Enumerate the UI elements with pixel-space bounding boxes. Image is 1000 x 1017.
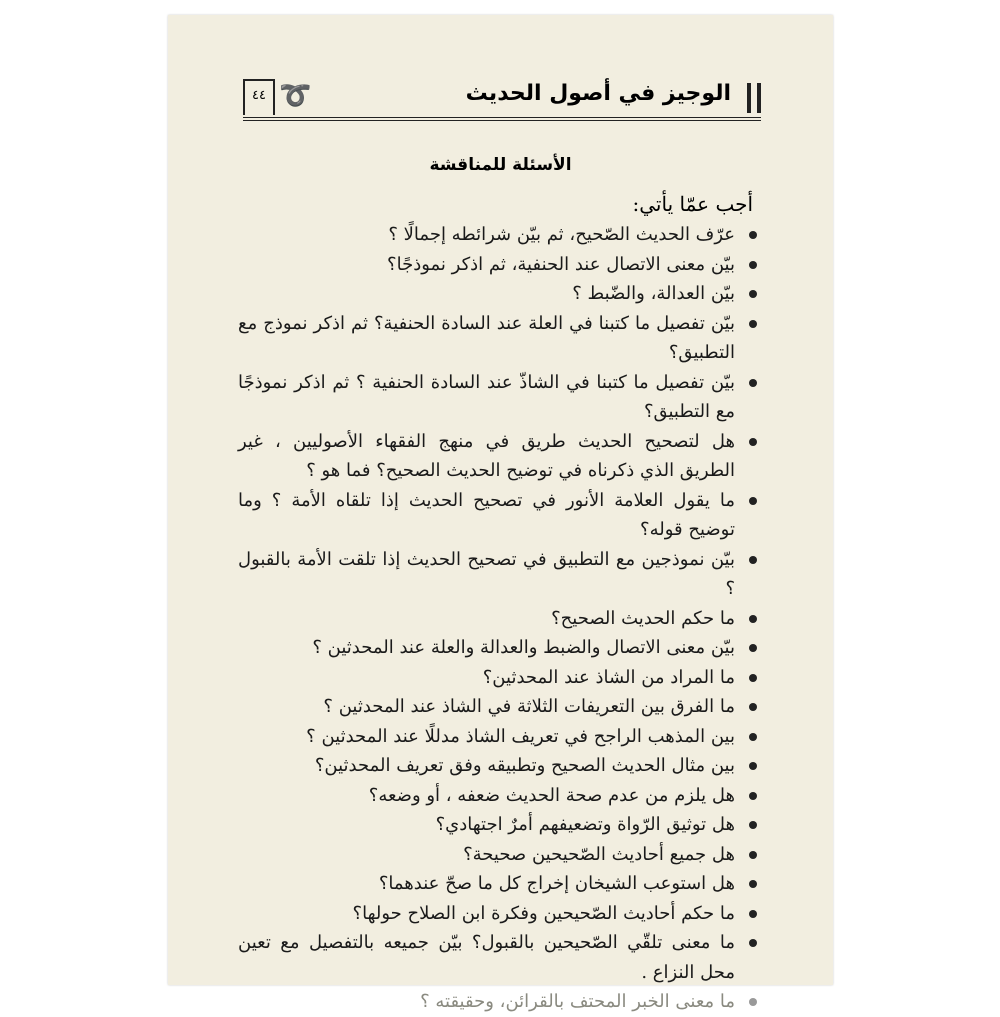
list-item — [238, 309, 761, 368]
question-text: ما يقول العلامة الأنور في تصحيح الحديث إذا تلقاه الأمة ؟ وما توضيح قوله؟ — [238, 489, 735, 540]
question-text: بيّن معنى الاتصال والضبط والعدالة والعلة عند المحدثين ؟ — [312, 637, 735, 658]
list-item — [238, 722, 761, 752]
bullet-icon — [749, 379, 757, 387]
list-item — [238, 869, 761, 899]
question-text: بين مثال الحديث الصحيح وتطبيقه وفق تعريف المحدثين؟ — [314, 755, 735, 776]
bullet-icon — [749, 880, 757, 888]
list-item — [238, 279, 761, 309]
list-item — [238, 633, 761, 663]
list-item — [238, 810, 761, 840]
page-number: ٤٤ — [243, 79, 275, 115]
question-text: هل استوعب الشيخان إخراج كل ما صحّ عندهما؟ — [378, 873, 735, 894]
running-header — [243, 77, 761, 121]
list-item — [238, 840, 761, 870]
bullet-icon — [749, 261, 757, 269]
question-text: ما الفرق بين التعريفات الثلاثة في الشاذ عند المحدثين ؟ — [323, 696, 735, 717]
intro-text: أجب عمّا يأتي: — [632, 192, 753, 216]
list-item — [238, 486, 761, 545]
question-text: بيّن معنى الاتصال عند الحنفية، ثم اذكر نموذجًا؟ — [387, 253, 735, 275]
bullet-icon — [749, 910, 757, 918]
list-item — [238, 987, 761, 1017]
bullet-icon — [749, 290, 757, 298]
list-item — [238, 899, 761, 929]
question-text: بيّن تفصيل ما كتبنا في الشاذّ عند السادة الحنفية ؟ ثم اذكر نموذجًا مع التطبيق؟ — [238, 371, 735, 422]
bullet-icon — [749, 231, 757, 239]
list-item — [238, 663, 761, 693]
questions-list — [238, 220, 761, 1017]
question-text: ما معنى الخبر المحتف بالقرائن، وحقيقته ؟ — [420, 991, 735, 1012]
question-text: ما حكم أحاديث الصّحيحين وفكرة ابن الصلاح حولها؟ — [352, 902, 735, 924]
list-item — [238, 368, 761, 427]
list-item — [238, 545, 761, 604]
question-text: هل توثيق الرّواة وتضعيفهم أمرٌ اجتهادي؟ — [435, 814, 735, 835]
ornament-icon: ➰ — [279, 81, 312, 111]
question-text: بين المذهب الراجح في تعريف الشاذ مدللًا عند المحدثين ؟ — [306, 725, 735, 747]
bullet-icon — [749, 644, 757, 652]
list-item — [238, 220, 761, 250]
question-text: ما معنى تلقّي الصّحيحين بالقبول؟ بيّن جميعه بالتفصيل مع تعين محل النزاع . — [238, 932, 735, 983]
bullet-icon — [749, 674, 757, 682]
question-text: بيّن العدالة، والضّبط ؟ — [572, 283, 735, 304]
bullet-icon — [749, 939, 757, 947]
question-text: بيّن نموذجين مع التطبيق في تصحيح الحديث إذا تلقت الأمة بالقبول ؟ — [238, 548, 735, 599]
header-bars — [747, 83, 761, 113]
bullet-icon — [749, 615, 757, 623]
question-text: هل يلزم من عدم صحة الحديث ضعفه ، أو وضعه؟ — [368, 784, 735, 806]
bullet-icon — [749, 733, 757, 741]
book-title: الوجيز في أصول الحديث — [465, 81, 731, 106]
question-text: عرّف الحديث الصّحيح، ثم بيّن شرائطه إجمالًا ؟ — [388, 224, 735, 245]
question-text: بيّن تفصيل ما كتبنا في العلة عند السادة الحنفية؟ ثم اذكر نموذج مع التطبيق؟ — [238, 312, 735, 363]
list-item — [238, 250, 761, 280]
bullet-icon — [749, 320, 757, 328]
bullet-icon — [749, 497, 757, 505]
question-text: ما المراد من الشاذ عند المحدثين؟ — [482, 666, 735, 688]
question-text: هل جميع أحاديث الصّحيحين صحيحة؟ — [463, 843, 735, 865]
list-item — [238, 604, 761, 634]
bullet-icon — [749, 703, 757, 711]
list-item — [238, 751, 761, 781]
list-item — [238, 427, 761, 486]
bullet-icon — [749, 556, 757, 564]
book-page — [168, 15, 833, 1012]
question-text: هل لتصحيح الحديث طريق في منهج الفقهاء الأصوليين ، غير الطريق الذي ذكرناه في توضيح الحديث الصحيح؟ فما هو ؟ — [238, 430, 735, 481]
bullet-icon — [749, 438, 757, 446]
bullet-icon — [749, 792, 757, 800]
bullet-icon — [749, 821, 757, 829]
bullet-icon — [749, 851, 757, 859]
list-item — [238, 781, 761, 811]
section-title: الأسئلة للمناقشة — [429, 155, 572, 175]
bullet-icon — [749, 762, 757, 770]
bullet-icon — [749, 998, 757, 1006]
list-item — [238, 692, 761, 722]
list-item — [238, 928, 761, 987]
question-text: ما حكم الحديث الصحيح؟ — [551, 607, 735, 629]
